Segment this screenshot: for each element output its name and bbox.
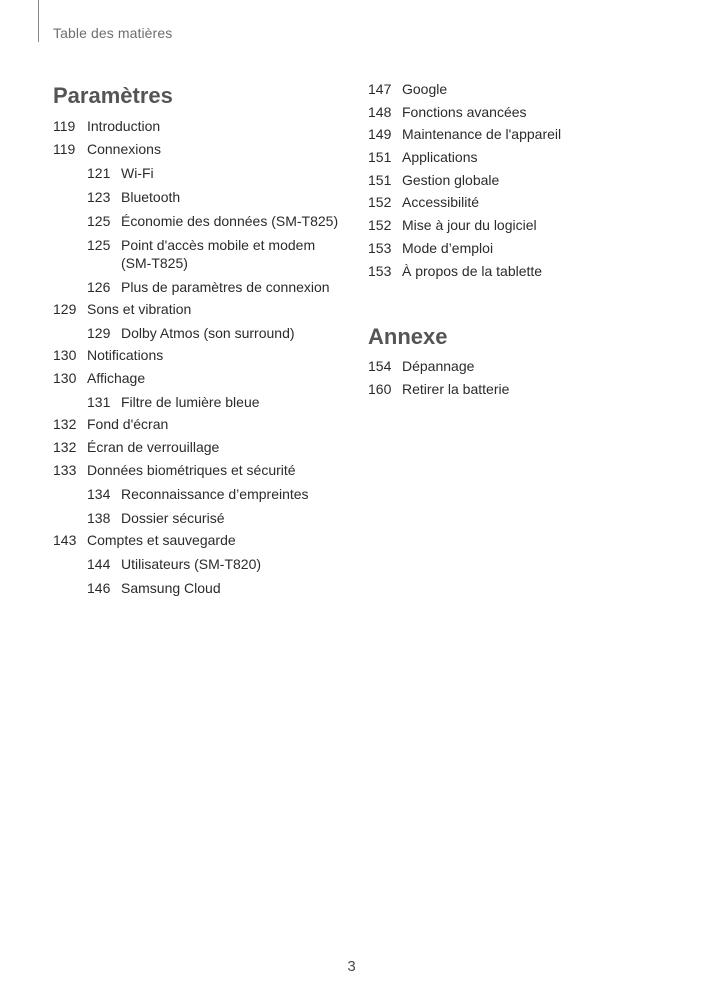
toc-list-annexe bbox=[368, 357, 668, 398]
toc-page-number: 152 bbox=[368, 217, 392, 234]
toc-page-number: 148 bbox=[368, 103, 392, 120]
toc-page-number: 144 bbox=[87, 556, 111, 572]
toc-entry-label: Reconnaissance d’empreintes bbox=[121, 486, 309, 502]
toc-left-column bbox=[53, 80, 343, 597]
toc-list-parametres-continued bbox=[368, 80, 668, 280]
toc-page-number: 132 bbox=[53, 416, 77, 432]
toc-subentry[interactable] bbox=[87, 164, 343, 182]
toc-entry-label: Gestion globale bbox=[402, 171, 500, 188]
toc-page-number: 130 bbox=[53, 347, 77, 363]
toc-entry-label: Introduction bbox=[87, 118, 161, 134]
toc-page-number: 132 bbox=[53, 439, 77, 455]
toc-entry-label: Mise à jour du logiciel bbox=[402, 217, 537, 234]
toc-entry-label: Applications bbox=[402, 149, 478, 166]
toc-page-number: 151 bbox=[368, 149, 392, 166]
toc-entry-label: Affichage bbox=[87, 370, 146, 386]
toc-subentry[interactable] bbox=[87, 485, 343, 503]
page-header-title: Table des matières bbox=[53, 25, 173, 41]
toc-entry-label: Accessibilité bbox=[402, 194, 480, 211]
toc-page-number: 133 bbox=[53, 462, 77, 478]
section-title-annexe: Annexe bbox=[368, 323, 448, 349]
toc-page-number: 154 bbox=[368, 358, 392, 375]
toc-entry[interactable] bbox=[368, 103, 668, 121]
toc-subentry[interactable] bbox=[87, 555, 343, 573]
toc-entry-label: Wi-Fi bbox=[121, 165, 154, 181]
toc-page-number: 146 bbox=[87, 580, 111, 596]
toc-page-number: 151 bbox=[368, 171, 392, 188]
toc-entry-label: Dolby Atmos (son surround) bbox=[121, 325, 295, 341]
toc-subentry[interactable] bbox=[87, 236, 343, 272]
toc-entry[interactable] bbox=[53, 415, 343, 433]
toc-entry[interactable] bbox=[368, 80, 668, 98]
toc-page-number: 149 bbox=[368, 126, 392, 143]
toc-entry[interactable] bbox=[368, 125, 668, 143]
toc-entry[interactable] bbox=[368, 193, 668, 211]
toc-entry[interactable] bbox=[53, 438, 343, 456]
toc-entry-label: Connexions bbox=[87, 141, 161, 157]
toc-entry-label: À propos de la tablette bbox=[402, 262, 543, 279]
toc-entry[interactable] bbox=[368, 148, 668, 166]
toc-entry-label: Plus de paramètres de connexion bbox=[121, 279, 330, 295]
toc-entry[interactable] bbox=[368, 262, 668, 280]
toc-page-number: 130 bbox=[53, 370, 77, 386]
toc-entry-label: Bluetooth bbox=[121, 189, 181, 205]
toc-page-number: 129 bbox=[53, 301, 77, 317]
toc-page-number: 138 bbox=[87, 510, 111, 526]
toc-entry[interactable] bbox=[368, 216, 668, 234]
toc-subentry[interactable] bbox=[87, 393, 343, 411]
toc-subentry[interactable] bbox=[87, 278, 343, 296]
toc-page-number: 147 bbox=[368, 81, 392, 97]
toc-entry-label: Fonctions avancées bbox=[402, 103, 527, 120]
toc-entry-label: Maintenance de l'appareil bbox=[402, 126, 562, 143]
toc-entry-label: Dossier sécurisé bbox=[121, 510, 225, 526]
header-rule bbox=[38, 0, 39, 42]
toc-entry-label: Google bbox=[402, 81, 448, 97]
section-title-parametres: Paramètres bbox=[53, 83, 173, 108]
annexe-section bbox=[368, 321, 668, 398]
toc-entry-label: Notifications bbox=[87, 347, 164, 363]
toc-entry-label: Retirer la batterie bbox=[402, 380, 510, 397]
toc-page-number: 160 bbox=[368, 380, 392, 397]
toc-subentry[interactable] bbox=[87, 509, 343, 527]
toc-list-parametres bbox=[53, 117, 343, 597]
toc-entry-label: Écran de verrouillage bbox=[87, 439, 220, 455]
toc-entry[interactable] bbox=[53, 369, 343, 387]
toc-page-number: 134 bbox=[87, 486, 111, 502]
toc-page-number: 119 bbox=[53, 118, 76, 134]
toc-entry-label: Filtre de lumière bleue bbox=[121, 394, 260, 410]
toc-entry-label: Économie des données (SM-T825) bbox=[121, 213, 339, 229]
toc-page-number: 131 bbox=[87, 394, 111, 410]
toc-page-number: 123 bbox=[87, 189, 111, 205]
toc-entry[interactable] bbox=[53, 140, 343, 158]
toc-entry[interactable] bbox=[53, 531, 343, 549]
toc-page-number: 125 bbox=[87, 213, 111, 229]
toc-entry-label: Comptes et sauvegarde bbox=[87, 532, 236, 548]
toc-entry[interactable] bbox=[53, 117, 343, 135]
toc-subentry[interactable] bbox=[87, 188, 343, 206]
toc-entry[interactable] bbox=[368, 239, 668, 257]
toc-entry-label: Sons et vibration bbox=[87, 301, 192, 317]
toc-page-number: 119 bbox=[53, 141, 76, 157]
toc-entry-label: Samsung Cloud bbox=[121, 580, 221, 596]
toc-entry-label: Point d'accès mobile et modem (SM-T825) bbox=[121, 237, 316, 271]
toc-entry[interactable] bbox=[53, 300, 343, 318]
toc-page-number: 129 bbox=[87, 325, 111, 341]
toc-subentry[interactable] bbox=[87, 579, 343, 597]
toc-entry[interactable] bbox=[368, 357, 668, 375]
toc-entry-label: Données biométriques et sécurité bbox=[87, 462, 296, 478]
toc-subentry[interactable] bbox=[87, 324, 343, 342]
toc-entry-label: Utilisateurs (SM-T820) bbox=[121, 556, 262, 572]
toc-page-number: 126 bbox=[87, 279, 111, 295]
toc-page-number: 125 bbox=[87, 237, 111, 253]
toc-entry[interactable] bbox=[53, 346, 343, 364]
toc-page-number: 143 bbox=[53, 532, 77, 548]
toc-page-number: 152 bbox=[368, 194, 392, 211]
toc-page-number: 121 bbox=[87, 165, 111, 181]
toc-page-number: 153 bbox=[368, 262, 392, 279]
toc-entry-label: Mode d’emploi bbox=[402, 239, 494, 256]
page-number: 3 bbox=[347, 958, 356, 975]
toc-subentry[interactable] bbox=[87, 212, 343, 230]
toc-entry[interactable] bbox=[53, 461, 343, 479]
toc-entry-label: Dépannage bbox=[402, 358, 475, 375]
toc-right-column bbox=[368, 80, 668, 398]
toc-entry-label: Fond d'écran bbox=[87, 416, 169, 432]
toc-entry[interactable] bbox=[368, 380, 668, 398]
toc-entry[interactable] bbox=[368, 171, 668, 189]
toc-page-number: 153 bbox=[368, 239, 392, 256]
